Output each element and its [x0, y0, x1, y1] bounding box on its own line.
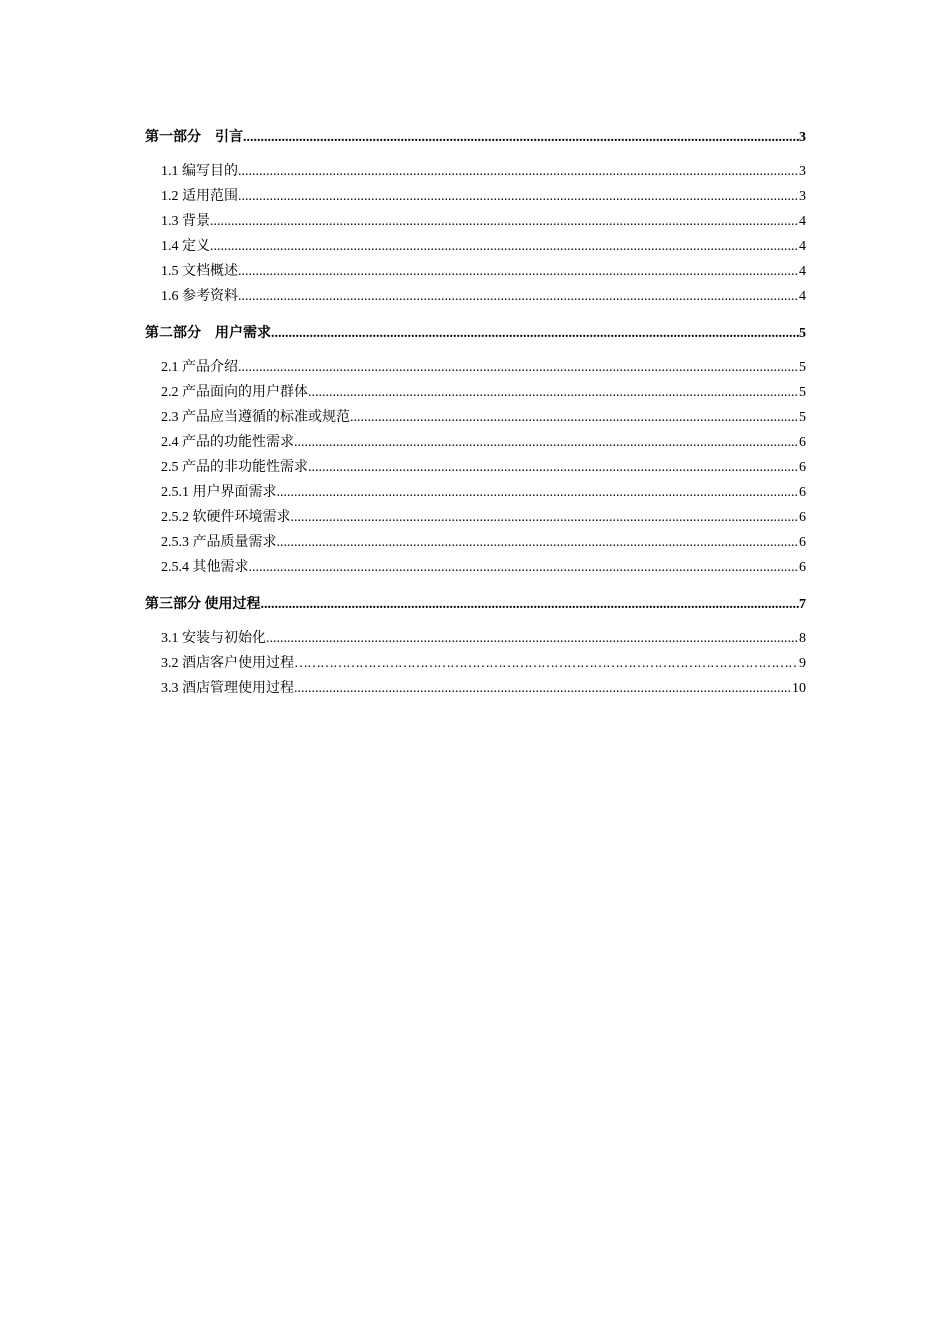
- toc-section-title: 第一部分 引言: [145, 130, 243, 145]
- toc-page-number: 8: [799, 631, 806, 646]
- toc-page-number: 6: [799, 485, 806, 500]
- toc-page-number: 4: [799, 289, 806, 304]
- toc-page-number: 4: [799, 239, 806, 254]
- toc-item[interactable]: [145, 531, 806, 556]
- toc-dot-leader: [238, 360, 799, 376]
- toc-dot-leader: [271, 326, 799, 342]
- toc-item-title: 1.2 适用范围: [161, 189, 238, 204]
- toc-dot-leader: [210, 239, 799, 255]
- toc-dot-leader: [261, 597, 800, 613]
- toc-page-number: 4: [799, 214, 806, 229]
- toc-dot-leader: [238, 289, 799, 305]
- toc-dot-leader: [291, 510, 800, 526]
- toc-item-title: 1.6 参考资料: [161, 289, 238, 304]
- toc-dot-leader: [266, 631, 799, 647]
- toc-section-title: 第二部分 用户需求: [145, 326, 271, 341]
- toc-page-number: 5: [799, 326, 806, 341]
- toc-page-number: 10: [792, 681, 806, 696]
- toc-dot-leader: [210, 214, 799, 230]
- toc-item[interactable]: [145, 652, 806, 677]
- toc-item[interactable]: [145, 556, 806, 581]
- toc-item[interactable]: [145, 356, 806, 381]
- toc-page-number: 6: [799, 460, 806, 475]
- toc-dot-leader: [294, 656, 799, 672]
- toc-dot-leader: [277, 535, 800, 551]
- toc-item[interactable]: [145, 260, 806, 285]
- toc-item-title: 3.1 安装与初始化: [161, 631, 266, 646]
- toc-item-title: 3.3 酒店管理使用过程: [161, 681, 294, 696]
- toc-page-number: 5: [799, 385, 806, 400]
- toc-item[interactable]: [145, 285, 806, 310]
- toc-item[interactable]: [145, 185, 806, 210]
- toc-section-title: 第三部分 使用过程: [145, 597, 261, 612]
- toc-item[interactable]: [145, 160, 806, 185]
- toc-item-title: 2.4 产品的功能性需求: [161, 435, 294, 450]
- toc-item[interactable]: [145, 406, 806, 431]
- toc-section-3[interactable]: [145, 593, 806, 615]
- toc-item-title: 1.4 定义: [161, 239, 210, 254]
- toc-item[interactable]: [145, 481, 806, 506]
- toc-page-number: 3: [799, 189, 806, 204]
- toc-item[interactable]: [145, 456, 806, 481]
- toc-item[interactable]: [145, 381, 806, 406]
- toc-dot-leader: [249, 560, 800, 576]
- toc-item-title: 2.5.2 软硬件环境需求: [161, 510, 291, 525]
- toc-dot-leader: [294, 681, 792, 697]
- toc-page-number: 6: [799, 560, 806, 575]
- toc-item-title: 3.2 酒店客户使用过程: [161, 656, 294, 671]
- toc-page-number: 6: [799, 435, 806, 450]
- toc-item-title: 2.5 产品的非功能性需求: [161, 460, 308, 475]
- toc-page-number: 6: [799, 510, 806, 525]
- toc-page-number: 9: [799, 656, 806, 671]
- toc-page-number: 6: [799, 535, 806, 550]
- toc-dot-leader: [294, 435, 799, 451]
- toc-item-title: 1.5 文档概述: [161, 264, 238, 279]
- toc-item[interactable]: [145, 506, 806, 531]
- toc-item[interactable]: [145, 627, 806, 652]
- toc-item-title: 2.5.1 用户界面需求: [161, 485, 277, 500]
- toc-page-number: 7: [799, 597, 806, 612]
- toc-item-title: 2.2 产品面向的用户群体: [161, 385, 308, 400]
- toc-page-number: 3: [799, 130, 806, 145]
- toc-item-title: 1.1 编写目的: [161, 164, 238, 179]
- toc-section-2[interactable]: [145, 322, 806, 344]
- toc-item[interactable]: [145, 677, 806, 702]
- toc-page-number: 5: [799, 360, 806, 375]
- toc-item-title: 2.5.3 产品质量需求: [161, 535, 277, 550]
- toc-item[interactable]: [145, 235, 806, 260]
- toc-dot-leader: [243, 130, 799, 146]
- toc-section-1[interactable]: [145, 126, 806, 148]
- toc-item-title: 2.1 产品介绍: [161, 360, 238, 375]
- toc-page-number: 4: [799, 264, 806, 279]
- toc-page-number: 3: [799, 164, 806, 179]
- table-of-contents: [145, 126, 806, 702]
- toc-page-number: 5: [799, 410, 806, 425]
- toc-dot-leader: [308, 385, 799, 401]
- toc-item-title: 2.3 产品应当遵循的标准或规范: [161, 410, 350, 425]
- toc-item-title: 1.3 背景: [161, 214, 210, 229]
- toc-dot-leader: [308, 460, 799, 476]
- toc-item-title: 2.5.4 其他需求: [161, 560, 249, 575]
- toc-dot-leader: [238, 264, 799, 280]
- toc-item[interactable]: [145, 431, 806, 456]
- toc-item[interactable]: [145, 210, 806, 235]
- toc-dot-leader: [277, 485, 800, 501]
- toc-dot-leader: [238, 164, 799, 180]
- toc-dot-leader: [238, 189, 799, 205]
- toc-dot-leader: [350, 410, 799, 426]
